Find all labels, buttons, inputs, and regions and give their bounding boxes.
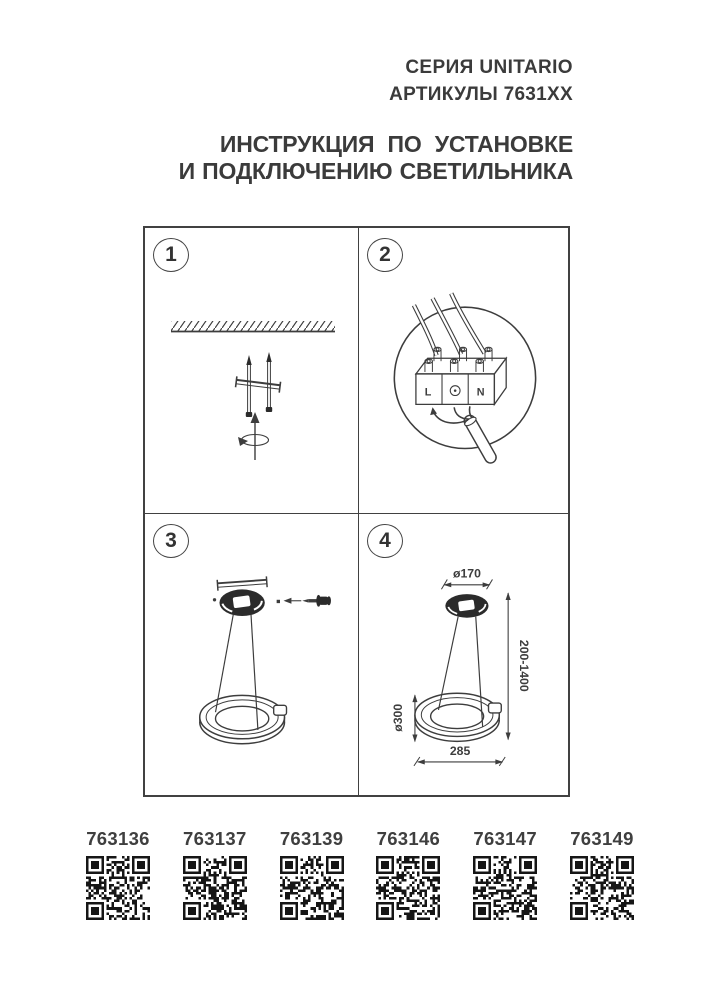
page-title-line1: ИНСТРУКЦИЯ ПО УСТАНОВКЕ <box>219 131 573 157</box>
ceiling-hatching <box>171 321 335 332</box>
article-item <box>564 828 640 925</box>
step-4-panel <box>358 513 568 795</box>
fixing-screw <box>284 595 331 607</box>
ring-diameter-dimension <box>391 694 417 742</box>
article-code: 763149 <box>570 828 634 849</box>
canopy <box>445 594 488 618</box>
article-list <box>80 828 640 925</box>
article-item <box>467 828 543 925</box>
canopy-diameter-dimension <box>441 566 492 589</box>
articles-subtitle: АРТИКУЛЫ 7631XX <box>389 84 573 105</box>
step-3-number-badge <box>153 524 189 558</box>
terminal-label-live: L <box>424 386 432 399</box>
ring-connector-box <box>489 703 502 713</box>
height-range-label: 200-1400 <box>516 639 531 692</box>
article-code: 763147 <box>473 828 537 849</box>
qr-code <box>280 856 344 920</box>
mounting-bracket <box>236 376 281 392</box>
article-code: 763139 <box>279 828 344 849</box>
page-title-line2: И ПОДКЛЮЧЕНИЮ СВЕТИЛЬНИКА <box>178 158 573 184</box>
article-code: 763136 <box>86 828 150 849</box>
series-title: СЕРИЯ UNITARIO <box>405 57 573 78</box>
step-1-panel <box>145 228 358 513</box>
article-item <box>370 828 446 925</box>
light-ring <box>200 695 287 743</box>
step-2-panel <box>358 228 568 513</box>
article-item <box>177 828 253 925</box>
canopy-screw-hole-left <box>213 598 216 601</box>
height-dimension <box>506 592 531 740</box>
article-code: 763137 <box>183 828 247 849</box>
supply-wires <box>414 293 485 355</box>
fixture-cable <box>430 406 490 457</box>
article-item <box>274 828 350 925</box>
step-3-panel <box>145 513 358 795</box>
step-2-number-badge <box>367 238 403 272</box>
light-ring <box>415 693 501 741</box>
qr-code <box>86 856 150 920</box>
step-1-number: 1 <box>165 243 177 266</box>
qr-code <box>473 856 537 920</box>
step-1-number-badge <box>153 238 189 272</box>
step-4-number: 4 <box>379 529 391 552</box>
suspension-cables <box>438 617 482 727</box>
canopy-screw-hole-right <box>277 600 280 603</box>
ring-connector-box <box>274 705 287 715</box>
width-dimension <box>414 744 505 766</box>
qr-code <box>183 856 247 920</box>
page-title <box>179 131 573 185</box>
article-code: 763146 <box>376 828 441 849</box>
ring-diameter-label: ø300 <box>391 703 406 732</box>
width-label: 285 <box>449 744 471 759</box>
step-4-number-badge <box>367 524 403 558</box>
suspension-cables <box>216 615 258 730</box>
ceiling-bracket <box>217 576 267 590</box>
instruction-grid <box>143 226 570 797</box>
qr-code <box>570 856 634 920</box>
terminal-block <box>416 347 506 404</box>
step-2-number: 2 <box>379 243 391 266</box>
qr-code <box>376 856 440 920</box>
screw-in-rotation-arrow <box>238 412 269 460</box>
terminal-label-neutral: N <box>476 386 485 399</box>
canopy-diameter-label: ø170 <box>452 566 481 581</box>
step-3-number: 3 <box>165 529 177 552</box>
canopy <box>213 589 280 616</box>
article-item <box>80 828 156 925</box>
